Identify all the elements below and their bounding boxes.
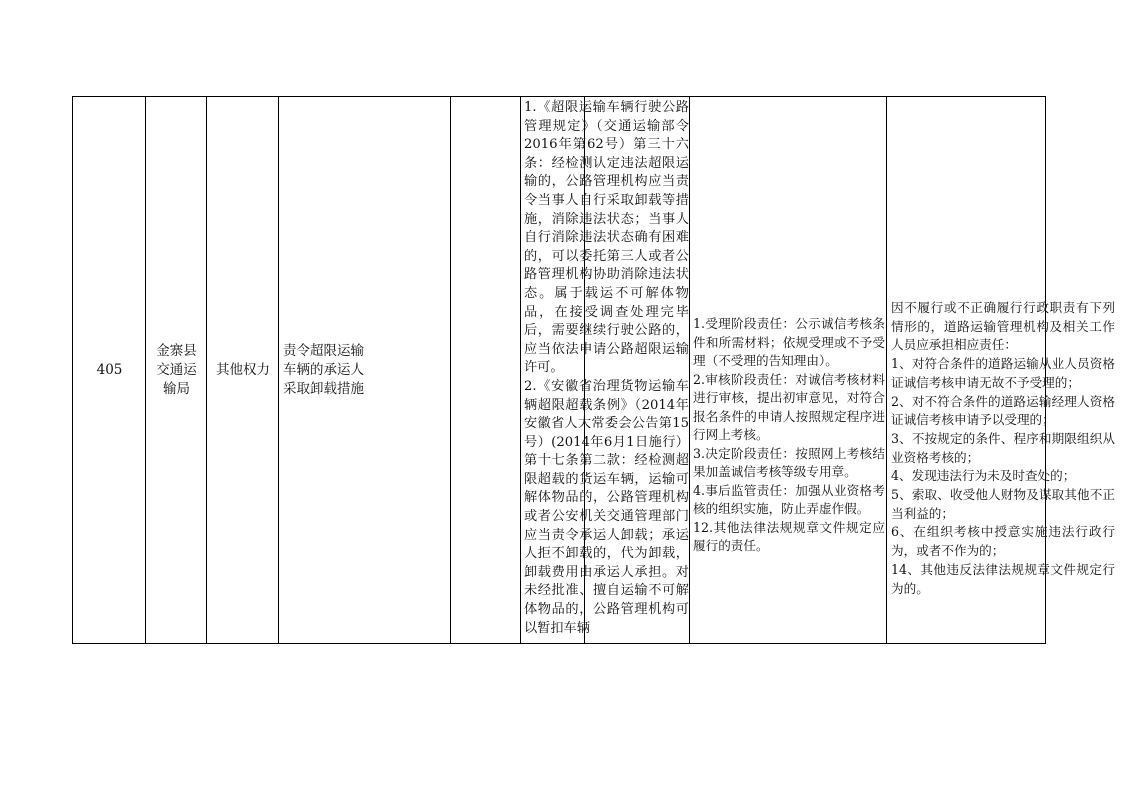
item-name-cell: 责令超限运输车辆的承运人采取卸载措施	[283, 342, 364, 397]
liability-cell: 因不履行或不正确履行行政职责有下列情形的，道路运输管理机构及相关工作人员应承担相应责任： 1、对符合条件的道路运输从业人员资格证诚信考核申请无故不予受理的； 2、对不符合条件的道路运输经理人资格证诚信考核申请予以受理的； 3、不按规定的条件、程序和期限组织从业资格考核的； 4、发现违法行为未及时查处的； 5、索取、收受他人财物及谋取其他不正当利益的； 6、在组织考核中授意实施违法行政行为，或者不作为的； 14、其他违反法律法规规章文件规定行为的。	[891, 300, 1115, 596]
row-number: 405	[96, 361, 123, 378]
responsibility-cell: 1.受理阶段责任：公示诚信考核条件和所需材料；依规受理或不予受理（不受理的告知理由）。 2.审核阶段责任：对诚信考核材料进行审核，提出初审意见，对符合报名条件的申请人按照规定程序进行网上考核。 3.决定阶段责任：按照网上考核结果加盖诚信考核等级专用章。 4.事后监管责任：加强从业资格考核的组织实施，防止弄虚作假。 12.其他法律法规规章文件规定应履行的责任。	[693, 316, 885, 553]
subitem-cell	[379, 97, 451, 643]
category-cell: 其他权力	[216, 361, 270, 378]
department-cell: 金寨县交通运输局	[156, 342, 197, 397]
legal-basis-cell: 1.《超限运输车辆行驶公路管理规定》（交通运输部令2016年第62号）第三十六条：经检测认定违法超限运输的，公路管理机构应当责令当事人自行采取卸载等措施，消除违法状态；当事人自行消除违法状态确有困难的，可以委托第三人或者公路管理机构协助消除违法状态。属于载运不可解体物品，在接受调查处理完毕后，需要继续行驶公路的，应当依法申请公路超限运输许可。 2.《安徽省治理货物运输车辆超限超载条例》（2014年安徽省人大常委会公告第15号）(2014年6月1日施行）第十七条第二款：经检测超限超载的货运车辆，运输可解体物品的，公路管理机构或者公安机关交通管理部门应当责令承运人卸载；承运人拒不卸载的，代为卸载，卸载费用由承运人承担。对未经批准、擅自运输不可解体物品的，公路管理机构可以暂扣车辆	[524, 100, 689, 636]
power-list-table	[72, 96, 1115, 644]
